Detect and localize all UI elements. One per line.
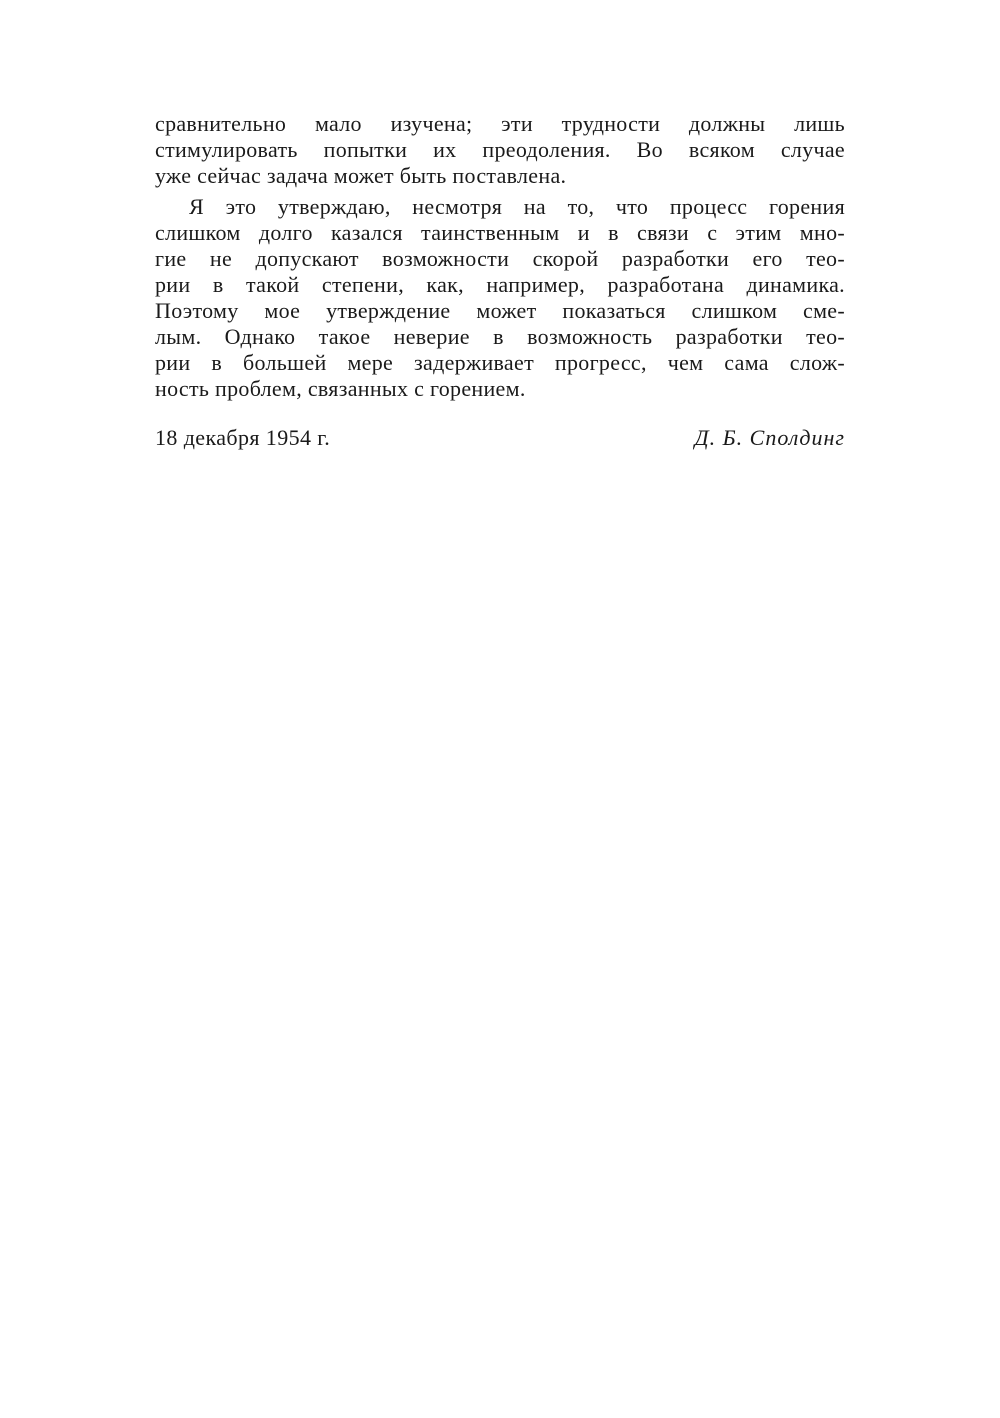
paragraph-2-line-6: лым. Однако такое неверие в возможность разработки тео- [155,324,845,349]
paragraph-2-line-5: Поэтому мое утверждение может показаться слишком сме- [155,298,845,323]
paragraph-2-line-8: ность проблем, связанных с горением. [155,376,526,401]
date: 18 декабря 1954 г. [155,425,331,450]
paragraph-1-line-1: сравнительно мало изучена; эти трудности должны лишь [155,111,845,136]
paragraph-2-line-4: рии в такой степени, как, например, разработана динамика. [155,272,845,297]
signature-row [155,425,845,455]
author-name: Д. Б. Сполдинг [694,425,845,450]
paragraph-2-line-2: слишком долго казался таинственным и в связи с этим мно- [155,220,845,245]
paragraph-2-line-1: Я это утверждаю, несмотря на то, что процесс горения [189,194,845,219]
paragraph-1-line-3: уже сейчас задача может быть поставлена. [155,163,567,188]
body-text [155,111,845,402]
paragraph-2-line-3: гие не допускают возможности скорой разработки его тео- [155,246,845,271]
paragraph-1-line-2: стимулировать попытки их преодоления. Во всяком случае [155,137,845,162]
paragraph-2-line-7: рии в большей мере задерживает прогресс, чем сама слож- [155,350,845,375]
